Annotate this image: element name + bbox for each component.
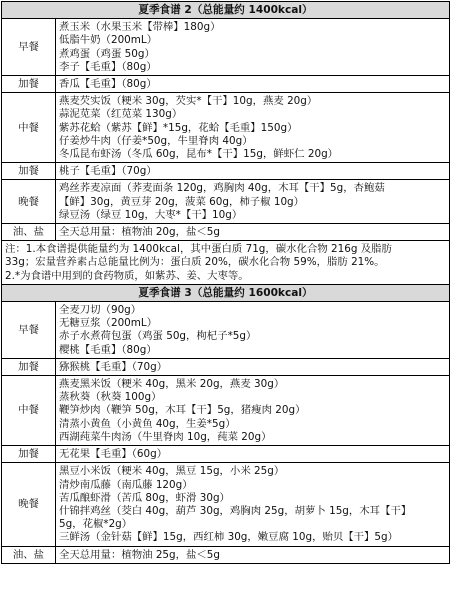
food-item: 桃子【毛重】（70g）: [59, 165, 157, 178]
food-item: 鞭笋炒肉（鞭笋 50g，木耳【干】5g，猪瘦肉 20g）: [59, 404, 306, 417]
food-item: 清蒸小黄鱼（小黄鱼 40g，生姜*5g）: [59, 417, 236, 430]
meal-items: [56, 76, 450, 93]
food-item: 清炒南瓜藤（南瓜藤 120g）: [59, 478, 193, 491]
plan2-title-row: [2, 2, 450, 19]
note-line: 2.*为食谱中用到的食药物质，如紫苏、姜、大枣等。: [5, 269, 249, 282]
food-item: 无糖豆浆（200mL）: [59, 317, 158, 330]
food-item: 鸡丝荞麦凉面（荞麦面条 120g，鸡胸肉 40g，木耳【干】5g，杏鲍菇: [59, 182, 385, 195]
plan3-title-row: [2, 284, 450, 301]
food-item: 无花果【毛重】（60g）: [59, 448, 168, 461]
meal-label: 油、盐: [2, 224, 56, 241]
food-item: 燕麦芡实饭（粳米 30g，芡实*【干】10g，燕麦 20g）: [59, 95, 318, 108]
meal-items: [56, 546, 450, 563]
meal-label: 油、盐: [2, 546, 56, 563]
food-item: 低脂牛奶（200mL）: [59, 34, 158, 47]
meal-items: [56, 302, 450, 359]
food-item: 樱桃【毛重】（80g）: [59, 343, 157, 356]
food-item: 冬瓜昆布虾汤（冬瓜 60g，昆布*【干】15g，鲜虾仁 20g）: [59, 148, 339, 161]
menu-table: [1, 1, 450, 564]
note-line: 注：1.本食谱提供能量约为 1400kcal，其中蛋白质 71g，碳水化合物 216g 及脂肪: [5, 243, 392, 256]
meal-items: [56, 224, 450, 241]
food-item: 香瓜【毛重】（80g）: [59, 78, 157, 91]
meal-label: 加餐: [2, 163, 56, 180]
meal-row: [2, 224, 450, 241]
meal-items: [56, 463, 450, 546]
meal-items: [56, 180, 450, 224]
meal-row: [2, 93, 450, 163]
food-item: 全麦刀切（90g）: [59, 304, 142, 317]
food-item: 三鲜汤（金针菇【鲜】15g，西红柿 30g，嫩豆腐 10g，贻贝【干】5g）: [59, 531, 399, 544]
plan2-notes: [2, 241, 450, 285]
meal-label: 早餐: [2, 302, 56, 359]
meal-label: 加餐: [2, 358, 56, 375]
meal-row: [2, 163, 450, 180]
food-item: 赤子水煮荷包蛋（鸡蛋 50g，枸杞子*5g）: [59, 330, 257, 343]
meal-row: [2, 376, 450, 446]
meal-row: [2, 546, 450, 563]
plan3-title: 夏季食谱 3（总能量约 1600kcal）: [2, 284, 450, 301]
food-item: 绿豆汤（绿豆 10g，大枣*【干】10g）: [59, 208, 243, 221]
food-item: 煮玉米（水果玉米【带棒】180g）: [59, 21, 221, 34]
meal-items: [56, 19, 450, 76]
food-item: 【鲜】30g，黄豆芽 20g，菠菜 60g，柿子椒 10g）: [59, 195, 305, 208]
meal-row: [2, 76, 450, 93]
food-item: 苦瓜酿虾滑（苦瓜 80g，虾滑 30g）: [59, 491, 230, 504]
meal-items: [56, 446, 450, 463]
food-item: 蒸秋葵（秋葵 100g）: [59, 391, 162, 404]
food-item: 燕麦黑米饭（粳米 40g，黑米 20g，燕麦 30g）: [59, 378, 285, 391]
meal-label: 加餐: [2, 76, 56, 93]
meal-items: [56, 163, 450, 180]
notes-row: [2, 241, 450, 285]
meal-items: [56, 376, 450, 446]
meal-label: 晚餐: [2, 180, 56, 224]
food-item: 全天总用量：植物油 25g，盐＜5g: [59, 548, 221, 561]
food-item: 仔姜炒牛肉（仔姜*50g，牛里脊肉 40g）: [59, 134, 253, 147]
meal-label: 早餐: [2, 19, 56, 76]
food-item: 煮鸡蛋（鸡蛋 50g）: [59, 47, 155, 60]
meal-row: [2, 302, 450, 359]
food-item: 猕猴桃【毛重】（70g）: [59, 360, 168, 373]
meal-label: 加餐: [2, 446, 56, 463]
meal-items: [56, 93, 450, 163]
food-item: 紫苏花蛤（紫苏【鲜】*15g，花蛤【毛重】150g）: [59, 121, 298, 134]
food-item: 什锦拌鸡丝（茭白 40g，葫芦 30g，鸡胸肉 25g，胡萝卜 15g，木耳【干】: [59, 504, 412, 517]
food-item: 全天总用量：植物油 20g，盐＜5g: [59, 226, 221, 239]
food-item: 5g，花椒*2g）: [59, 518, 133, 531]
meal-label: 晚餐: [2, 463, 56, 546]
food-item: 李子【毛重】（80g）: [59, 60, 157, 73]
note-line: 33g；宏量营养素占总能量比例为：蛋白质 20%，碳水化合物 59%，脂肪 21%。: [5, 256, 385, 269]
meal-row: [2, 463, 450, 546]
food-item: 蒜泥苋菜（红苋菜 130g）: [59, 108, 183, 121]
meal-items: [56, 358, 450, 375]
plan2-title: 夏季食谱 2（总能量约 1400kcal）: [2, 2, 450, 19]
meal-row: [2, 19, 450, 76]
meal-label: 中餐: [2, 376, 56, 446]
meal-label: 中餐: [2, 93, 56, 163]
meal-row: [2, 180, 450, 224]
food-item: 西湖莼菜牛肉汤（牛里脊肉 10g，莼菜 20g）: [59, 430, 272, 443]
meal-row: [2, 358, 450, 375]
meal-row: [2, 446, 450, 463]
food-item: 黑豆小米饭（粳米 40g，黑豆 15g，小米 25g）: [59, 465, 285, 478]
